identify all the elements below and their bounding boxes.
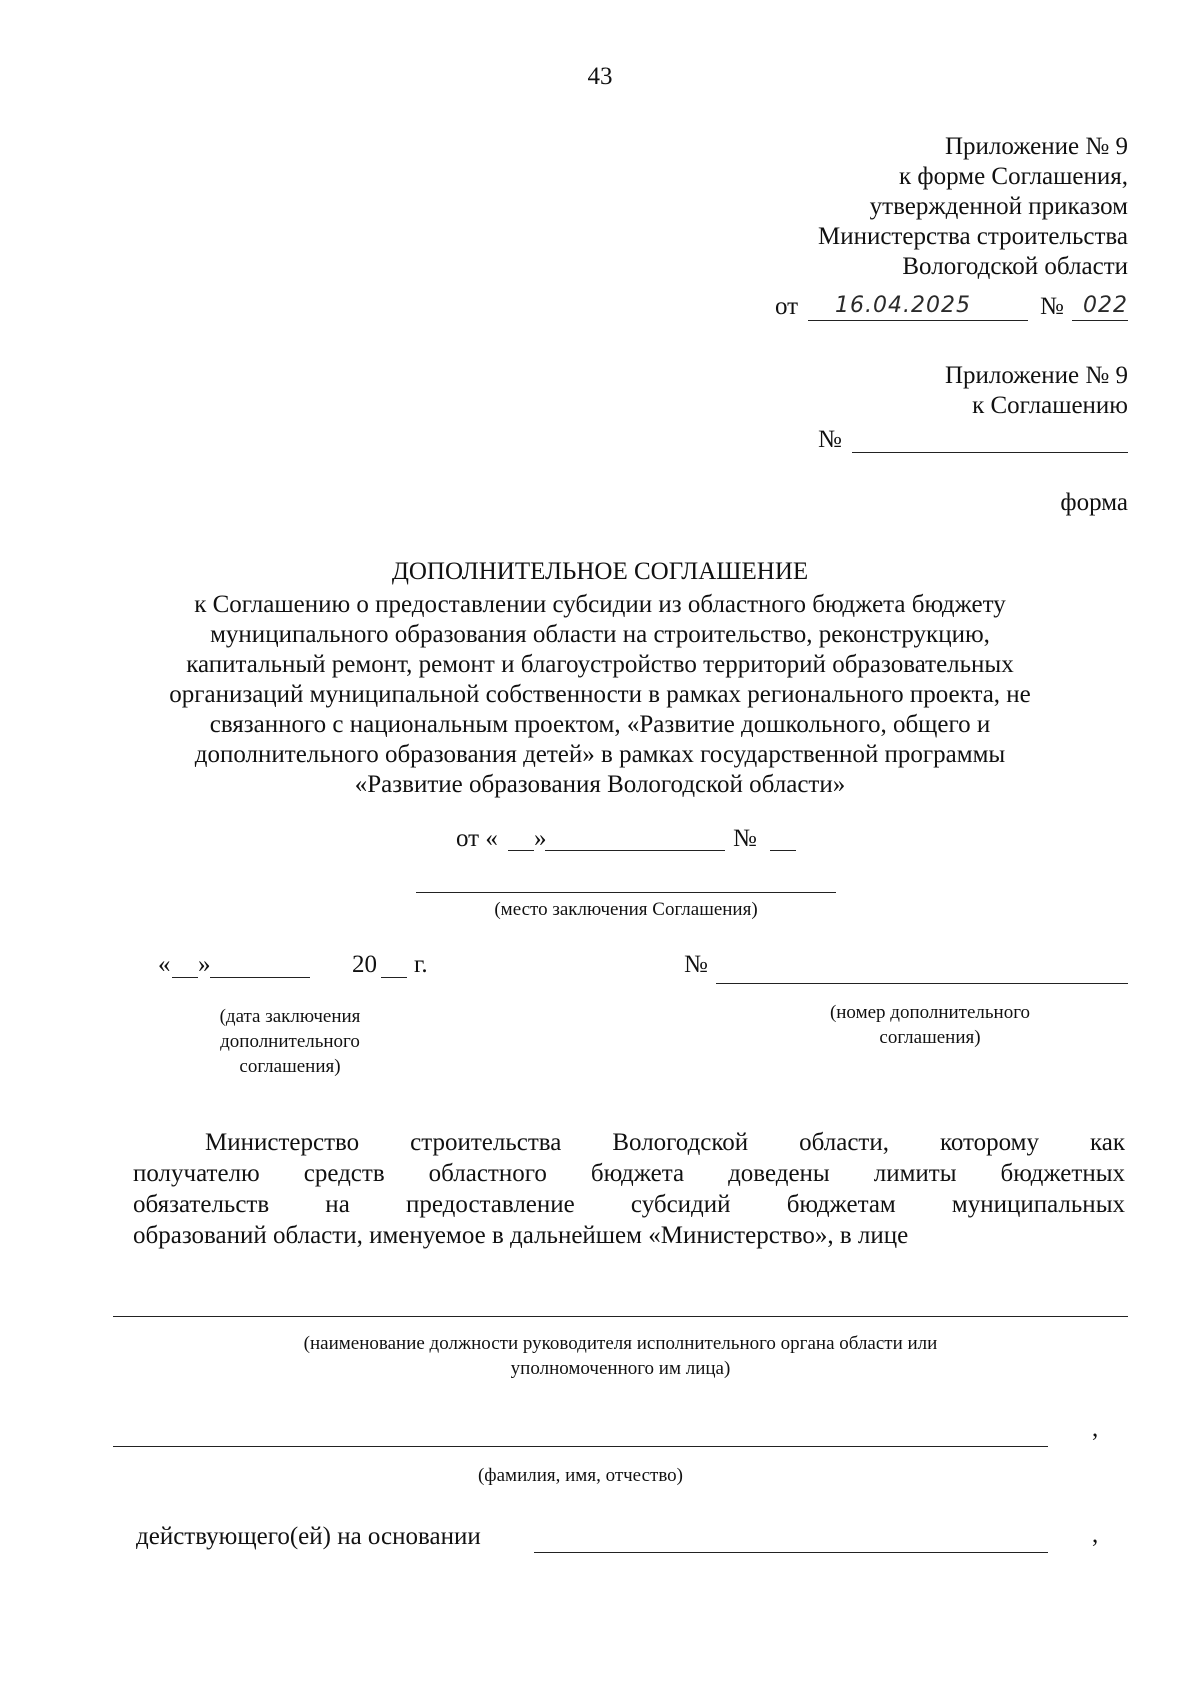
basis-label: действующего(ей) на основании — [136, 1523, 481, 1550]
form-label: форма — [1060, 489, 1128, 516]
title-date-day-underline — [508, 850, 534, 851]
approval-line: Вологодской области — [902, 253, 1128, 280]
agreement-number-underline — [716, 983, 1128, 984]
approval-number-label: № — [1040, 293, 1064, 320]
subtitle-line: капитальный ремонт, ремонт и благоустройство территорий образовательных — [186, 651, 1014, 678]
approval-date-underline — [808, 320, 1028, 321]
date-month-underline — [210, 977, 310, 978]
annex-block — [728, 361, 1128, 421]
position-underline — [113, 1316, 1128, 1317]
approval-line: Министерства строительства — [817, 223, 1128, 250]
number-caption — [780, 1000, 1080, 1050]
position-caption-line: уполномоченного им лица) — [510, 1358, 731, 1379]
title-date-close-quote: » — [534, 825, 547, 852]
subtitle-line: связанного с национальным проектом, «Развитие дошкольного, общего и — [209, 711, 991, 738]
agreement-number-label: № — [684, 951, 708, 978]
date-day-underline — [172, 977, 198, 978]
approval-line: утвержденной приказом — [869, 193, 1128, 220]
body-line: Министерство строительства Вологодской области, которому как — [205, 1129, 1125, 1156]
fio-caption: (фамилия, имя, отчество) — [477, 1465, 683, 1486]
approval-number-underline — [1072, 320, 1128, 321]
number-caption-line: соглашения) — [879, 1027, 981, 1048]
approval-number-handwritten: 022 — [1083, 293, 1128, 318]
position-caption — [113, 1331, 1128, 1381]
date-caption — [170, 1004, 410, 1079]
approval-block — [528, 132, 1128, 282]
basis-underline — [534, 1552, 1048, 1553]
approval-from-label: от — [775, 293, 799, 320]
subtitle-line: муниципального образования области на строительство, реконструкцию, — [210, 621, 990, 648]
title-date-from: от « — [456, 825, 498, 852]
annex-line: к Соглашению — [972, 392, 1128, 419]
approval-line: Приложение № 9 — [944, 133, 1128, 160]
fio-underline — [113, 1446, 1048, 1447]
basis-comma: , — [1092, 1521, 1099, 1548]
annex-line: Приложение № 9 — [944, 362, 1128, 389]
date-open-quote: « — [158, 951, 171, 978]
subtitle-line: организаций муниципальной собственности в рамках регионального проекта, не — [169, 681, 1031, 708]
document-subtitle — [0, 590, 1200, 800]
subtitle-line: «Развитие образования Вологодской области» — [354, 771, 846, 798]
annex-number-label: № — [818, 426, 842, 453]
body-line: образований области, именуемое в дальнейшем «Министерство», в лице — [133, 1222, 909, 1249]
position-caption-line: (наименование должности руководителя исполнительного органа области или — [303, 1333, 938, 1354]
approval-date-handwritten: 16.04.2025 — [835, 293, 971, 318]
body-paragraph — [133, 1127, 1125, 1251]
title-number-label: № — [733, 825, 757, 852]
place-underline — [416, 892, 836, 893]
date-caption-line: соглашения) — [239, 1056, 341, 1077]
document-title: ДОПОЛНИТЕЛЬНОЕ СОГЛАШЕНИЕ — [391, 558, 809, 585]
approval-line: к форме Соглашения, — [899, 163, 1128, 190]
place-caption: (место заключения Соглашения) — [494, 899, 758, 920]
number-caption-line: (номер дополнительного — [829, 1002, 1031, 1023]
date-caption-line: дополнительного — [220, 1031, 360, 1052]
date-close-quote: » — [198, 951, 211, 978]
subtitle-line: к Соглашению о предоставлении субсидии из областного бюджета бюджету — [194, 591, 1006, 618]
date-caption-line: (дата заключения — [219, 1006, 361, 1027]
fio-comma: , — [1092, 1415, 1099, 1442]
date-year-suffix: г. — [414, 951, 428, 978]
title-number-underline — [770, 850, 796, 851]
annex-number-underline — [852, 452, 1128, 453]
body-line: получателю средств областного бюджета доведены лимиты бюджетных — [133, 1160, 1125, 1187]
page-number: 43 — [587, 63, 613, 90]
body-line: обязательств на предоставление субсидий бюджетам муниципальных — [133, 1191, 1125, 1218]
date-year-prefix: 20 — [352, 951, 377, 978]
subtitle-line: дополнительного образования детей» в рамках государственной программы — [194, 741, 1006, 768]
date-year-underline — [381, 977, 407, 978]
title-date-month-underline — [545, 850, 725, 851]
